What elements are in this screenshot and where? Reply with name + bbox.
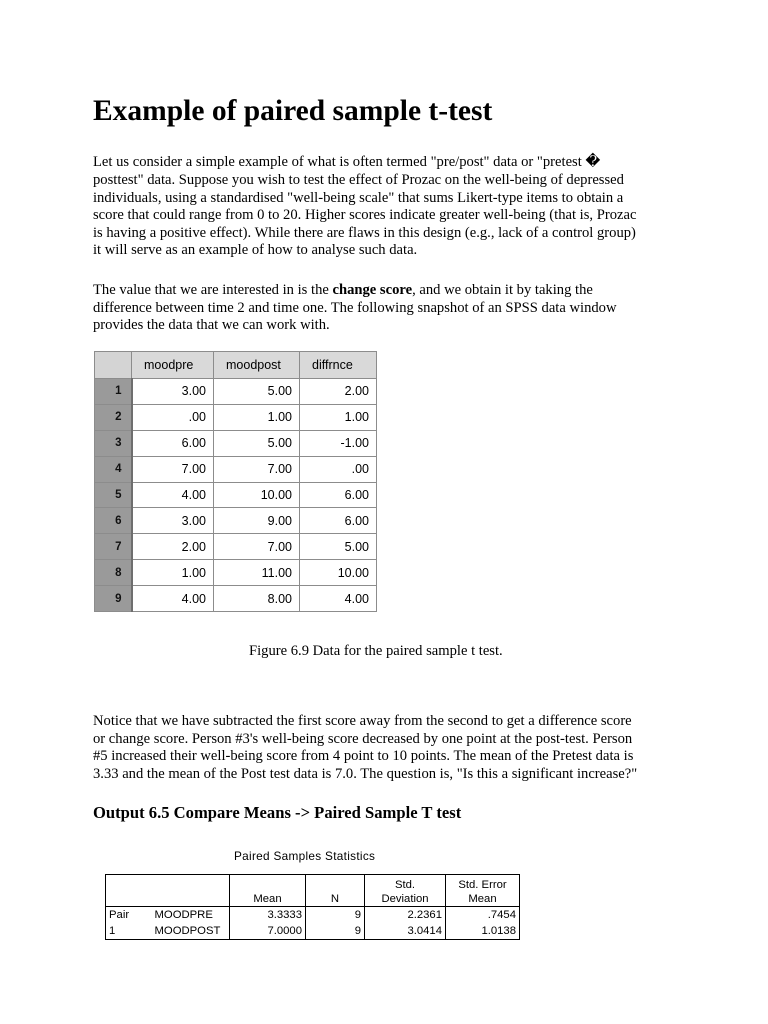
stats-header-empty (152, 875, 230, 907)
change-score-term: change score (332, 282, 413, 298)
data-cell[interactable]: 5.00 (214, 379, 300, 405)
intro-line: individuals, using a standardised "well-being scale" that sums Likert-type items to obtain a (93, 189, 624, 206)
table-row (95, 456, 377, 482)
data-cell[interactable]: 1.00 (132, 560, 214, 586)
data-cell[interactable]: 1.00 (300, 404, 377, 430)
spss-data-grid (94, 351, 377, 612)
change-line-1 (93, 282, 683, 300)
mean-value: 7.0000 (230, 923, 306, 940)
std-err-value: .7454 (446, 907, 520, 924)
row-header[interactable]: 4 (95, 456, 132, 482)
table-row (95, 379, 377, 405)
output-heading: Output 6.5 Compare Means -> Paired Sample T test (93, 803, 462, 822)
change-text-after: , and we obtain it by taking the (412, 282, 593, 298)
data-cell[interactable]: .00 (300, 456, 377, 482)
intro-paragraph (93, 152, 683, 260)
data-cell[interactable]: 6.00 (300, 508, 377, 534)
data-cell[interactable]: 4.00 (300, 586, 377, 612)
data-cell[interactable]: 4.00 (132, 482, 214, 508)
intro-line: Let us consider a simple example of what is often termed "pre/post" data or "pretest � (93, 154, 601, 170)
change-score-paragraph (93, 282, 683, 335)
pair-group-label: Pair (106, 907, 152, 924)
std-err-label-2: Mean (468, 893, 497, 905)
paired-samples-statistics-table (105, 874, 520, 940)
std-dev-label-2: Deviation (381, 893, 429, 905)
stats-header-std-err (446, 875, 520, 907)
std-err-label-1: Std. Error (458, 879, 507, 891)
table-row (95, 534, 377, 560)
notice-paragraph (93, 713, 683, 783)
row-header[interactable]: 5 (95, 482, 132, 508)
intro-line: is having a positive effect). While there are flaws in this design (e.g., lack of a control group) (93, 224, 636, 241)
table-row (95, 430, 377, 456)
intro-line: it will serve as an example of how to analyse such data. (93, 242, 418, 259)
data-cell[interactable]: 4.00 (132, 586, 214, 612)
table-row (95, 404, 377, 430)
data-cell[interactable]: 2.00 (300, 379, 377, 405)
notice-line: 3.33 and the mean of the Post test data is 7.0. The question is, "Is this a significant increase?" (93, 765, 638, 782)
column-header-moodpre[interactable]: moodpre (132, 352, 214, 379)
data-cell[interactable]: 10.00 (300, 560, 377, 586)
intro-line: posttest" data. Suppose you wish to test the effect of Prozac on the well-being of depressed (93, 172, 624, 188)
change-text-before: The value that we are interested in is the (93, 282, 333, 298)
stats-header-std-dev (365, 875, 446, 907)
data-cell[interactable]: 1.00 (214, 404, 300, 430)
data-cell[interactable]: 5.00 (214, 430, 300, 456)
page-title: Example of paired sample t-test (93, 95, 493, 127)
row-header[interactable]: 7 (95, 534, 132, 560)
data-cell[interactable]: -1.00 (300, 430, 377, 456)
row-header[interactable]: 9 (95, 586, 132, 612)
change-line-3: provides the data that we can work with. (93, 317, 330, 334)
table-row (95, 560, 377, 586)
data-cell[interactable]: 10.00 (214, 482, 300, 508)
column-header-moodpost[interactable]: moodpost (214, 352, 300, 379)
table-row (106, 907, 520, 924)
n-value: 9 (306, 907, 365, 924)
stats-header-empty (106, 875, 152, 907)
intro-line: score that could range from 0 to 20. Higher scores indicate greater well-being (that is, Prozac (93, 207, 637, 224)
n-value: 9 (306, 923, 365, 940)
data-cell[interactable]: 6.00 (300, 482, 377, 508)
stats-table-title: Paired Samples Statistics (234, 849, 376, 863)
row-header[interactable]: 1 (95, 379, 132, 405)
data-cell[interactable]: 11.00 (214, 560, 300, 586)
column-header-diffrnce[interactable]: diffrnce (300, 352, 377, 379)
table-row (95, 482, 377, 508)
data-cell[interactable]: 6.00 (132, 430, 214, 456)
stats-header-mean: Mean (230, 875, 306, 907)
row-header[interactable]: 3 (95, 430, 132, 456)
change-line-2: difference between time 2 and time one. The following snapshot of an SPSS data window (93, 299, 617, 316)
stats-header-n: N (306, 875, 365, 907)
variable-label: MOODPOST (152, 923, 230, 940)
notice-line: or change score. Person #3's well-being score decreased by one point at the post-test. Person (93, 730, 633, 747)
row-header[interactable]: 8 (95, 560, 132, 586)
row-header[interactable]: 6 (95, 508, 132, 534)
pair-group-number: 1 (106, 923, 152, 940)
notice-line: #5 increased their well-being score from 4 point to 10 points. The mean of the Pretest data is (93, 748, 634, 765)
data-cell[interactable]: 5.00 (300, 534, 377, 560)
data-cell[interactable]: 7.00 (132, 456, 214, 482)
figure-caption: Figure 6.9 Data for the paired sample t test. (249, 643, 503, 659)
std-dev-value: 2.2361 (365, 907, 446, 924)
grid-corner[interactable] (95, 352, 132, 379)
table-row (95, 508, 377, 534)
data-cell[interactable]: 7.00 (214, 456, 300, 482)
table-row (95, 586, 377, 612)
std-dev-label-1: Std. (394, 879, 416, 891)
stats-header-row (106, 875, 520, 907)
data-cell[interactable]: 3.00 (132, 508, 214, 534)
data-cell[interactable]: 3.00 (132, 379, 214, 405)
data-cell[interactable]: 7.00 (214, 534, 300, 560)
mean-value: 3.3333 (230, 907, 306, 924)
variable-label: MOODPRE (154, 909, 213, 921)
row-header[interactable]: 2 (95, 404, 132, 430)
std-dev-value: 3.0414 (365, 923, 446, 940)
notice-line: Notice that we have subtracted the first score away from the second to get a difference score (93, 713, 632, 729)
data-cell[interactable]: 9.00 (214, 508, 300, 534)
data-cell[interactable]: 2.00 (132, 534, 214, 560)
data-cell[interactable]: .00 (132, 404, 214, 430)
table-row (106, 923, 520, 940)
data-cell[interactable]: 8.00 (214, 586, 300, 612)
std-err-value: 1.0138 (446, 923, 520, 940)
